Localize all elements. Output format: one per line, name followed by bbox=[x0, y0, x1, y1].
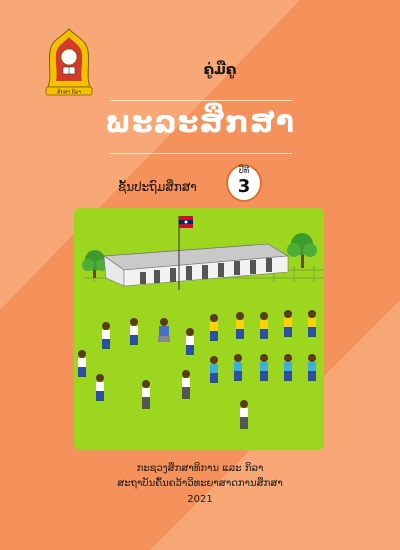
child bbox=[308, 354, 316, 381]
grade-label: ຊັ້ນປະຖົມສຶກສາ bbox=[118, 180, 197, 194]
child bbox=[142, 380, 150, 409]
child bbox=[186, 328, 194, 355]
child bbox=[260, 312, 268, 339]
child bbox=[210, 356, 218, 383]
guide-title: ຄູ່ມືຄູ bbox=[203, 62, 237, 78]
cover-illustration bbox=[74, 208, 324, 450]
publication-year: 2021 bbox=[187, 494, 213, 505]
main-title: ພະລະສຶກສາ bbox=[105, 105, 295, 140]
schoolyard-scene bbox=[74, 208, 324, 450]
child bbox=[284, 310, 292, 337]
child bbox=[284, 354, 292, 381]
child bbox=[210, 314, 218, 341]
child bbox=[130, 318, 138, 345]
logo-caption: ສິກສາ ກິລາ bbox=[57, 89, 81, 96]
grade-badge bbox=[226, 164, 262, 204]
ministry-name: ກະຊວງສຶກສາທິການ ແລະ ກິລາ bbox=[136, 463, 264, 474]
grade-number: 3 bbox=[237, 176, 251, 197]
child bbox=[234, 354, 242, 381]
child bbox=[78, 350, 86, 377]
child bbox=[96, 374, 104, 401]
child bbox=[102, 322, 110, 349]
grade-word: ປີທີ bbox=[238, 166, 250, 175]
child bbox=[182, 370, 190, 399]
institute-name: ສະຖາບັນຄົ້ນຄວ້າວິທະຍາສາດການສຶກສາ bbox=[117, 478, 283, 489]
child bbox=[308, 310, 316, 337]
child bbox=[236, 312, 244, 339]
child bbox=[260, 354, 268, 381]
child bbox=[240, 400, 248, 429]
ministry-logo bbox=[44, 27, 94, 97]
divider-top bbox=[110, 100, 292, 101]
grade-row bbox=[118, 166, 278, 202]
divider-bottom bbox=[110, 153, 292, 154]
